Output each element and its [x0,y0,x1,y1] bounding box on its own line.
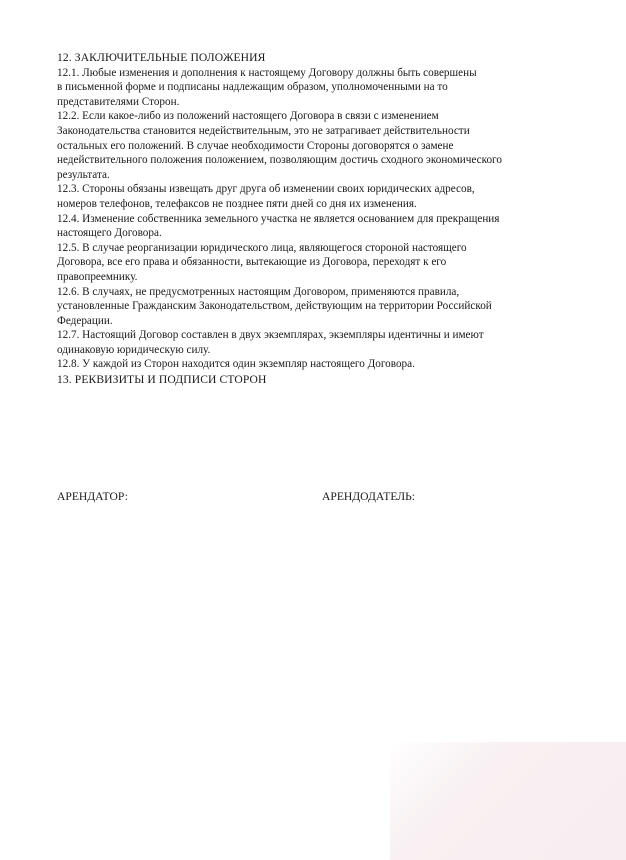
text-line: настоящего Договора. [57,227,162,240]
signature-block [57,490,577,506]
landlord-label: АРЕНДОДАТЕЛЬ: [322,490,415,503]
document-body [57,51,577,388]
text-line: установленные Гражданским Законодательством, действующим на территории Российской [57,300,492,313]
text-line: 12.1. Любые изменения и дополнения к настоящему Договору должны быть совершены [57,66,477,79]
text-line: 12.6. В случаях, не предусмотренных настоящим Договором, применяются правила, [57,285,460,298]
text-line: Федерации. [57,314,113,327]
text-line: в письменной форме и подписаны надлежащим образом, уполномоченными на то [57,81,448,94]
tenant-label: АРЕНДАТОР: [57,490,128,503]
section-13-heading: 13. РЕКВИЗИТЫ И ПОДПИСИ СТОРОН [57,373,267,387]
text-line: правопреемнику. [57,270,138,283]
text-line: 12.5. В случае реорганизации юридического лица, являющегося стороной настоящего [57,241,467,254]
text-line: Договора, все его права и обязанности, вытекающие из Договора, переходят к его [57,256,447,269]
text-line: одинаковую юридическую силу. [57,343,211,356]
text-line: 12.3. Стороны обязаны извещать друг друга об изменении своих юридических адресов, [57,183,475,196]
text-line: 12.8. У каждой из Сторон находится один экземпляр настоящего Договора. [57,358,415,371]
text-line: 12.2. Если какое-либо из положений настоящего Договора в связи с изменением [57,110,439,123]
text-line: Законодательства становится недействительным, это не затрагивает действительности [57,124,470,137]
text-line: представителями Сторон. [57,95,180,108]
text-line: остальных его положений. В случае необходимости Стороны договорятся о замене [57,139,454,152]
section-12-heading: 12. ЗАКЛЮЧИТЕЛЬНЫЕ ПОЛОЖЕНИЯ [57,51,266,64]
text-line: 12.4. Изменение собственника земельного участка не является основанием для прекращения [57,212,500,225]
text-line: номеров телефонов, телефаксов не позднее пяти дней со дня их изменения. [57,197,417,210]
text-line: недействительного положения положением, позволяющим достичь сходного экономического [57,154,502,167]
text-line: 12.7. Настоящий Договор составлен в двух экземплярах, экземпляры идентичны и имеют [57,329,484,342]
section-12-text [57,66,577,372]
text-line: результата. [57,168,110,181]
page-corner-shading [390,742,626,860]
